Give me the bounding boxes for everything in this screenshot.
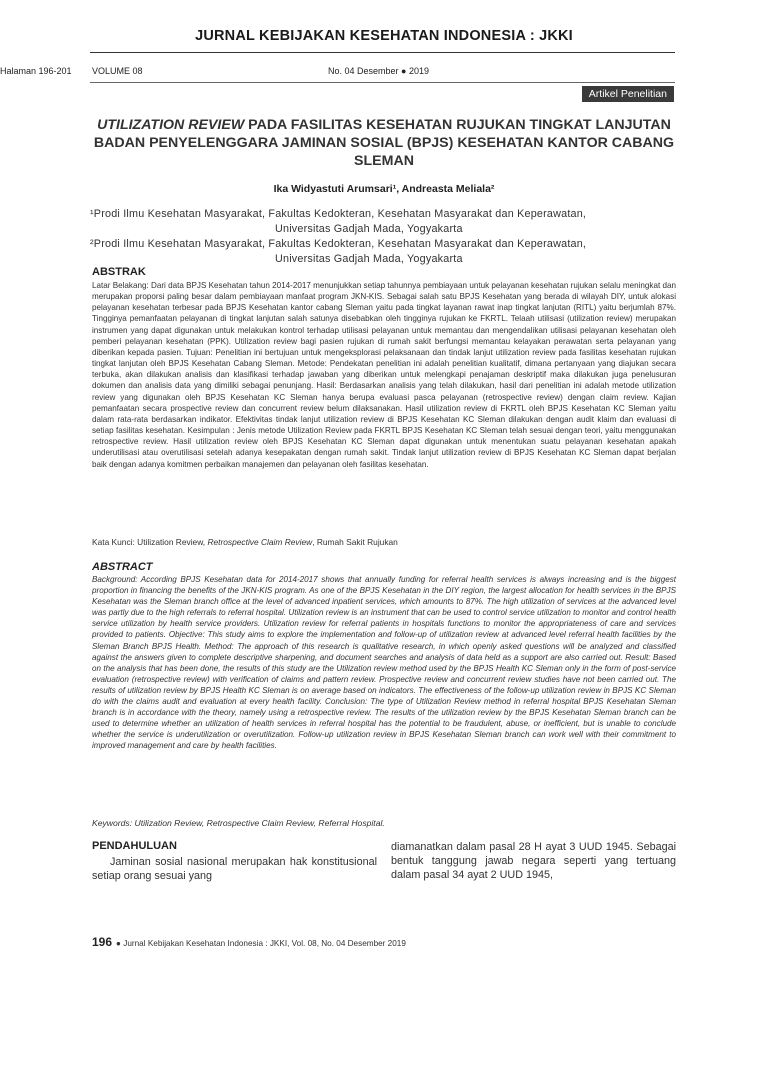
kata-kunci bbox=[92, 537, 398, 547]
article-type-badge: Artikel Penelitian bbox=[582, 86, 674, 102]
affiliation-1 bbox=[90, 207, 680, 237]
keywords: Keywords: Utilization Review, Retrospective Claim Review, Referral Hospital. bbox=[92, 818, 385, 828]
affiliation-1-line2: Universitas Gadjah Mada, Yogyakarta bbox=[275, 223, 463, 235]
authors: Ika Widyastuti Arumsari¹, Andreasta Meliala² bbox=[273, 183, 495, 195]
page-footer bbox=[92, 935, 406, 949]
body-column-right: diamanatkan dalam pasal 28 H ayat 3 UUD 1945. Sebagai bentuk tanggung jawab negara seperti yang tertuang dalam pasal 34 ayat 2 UUD 1945, bbox=[391, 841, 676, 881]
page-number: 196 bbox=[92, 935, 113, 949]
volume-label: VOLUME 08 bbox=[92, 66, 143, 76]
meta-rule bbox=[90, 82, 675, 83]
paper-title-rest: PADA FASILITAS KESEHATAN RUJUKAN TINGKAT LANJUTAN BADAN PENYELENGGARA JAMINAN SOSIAL (BPJS) KESEHATAN KANTOR CABANG SLEMAN bbox=[93, 117, 675, 169]
section-heading-pendahuluan: PENDAHULUAN bbox=[92, 840, 177, 852]
kata-kunci-part-b: Retrospective Claim Review bbox=[207, 537, 313, 547]
journal-title: JURNAL KEBIJAKAN KESEHATAN INDONESIA : JKKI bbox=[195, 28, 573, 44]
affiliation-2-line2: Universitas Gadjah Mada, Yogyakarta bbox=[275, 253, 463, 265]
page-range-label: Halaman 196-201 bbox=[0, 66, 72, 76]
abstrak-heading: ABSTRAK bbox=[92, 266, 146, 278]
issue-label: No. 04 Desember ● 2019 bbox=[328, 66, 429, 76]
abstrak-body: Latar Belakang: Dari data BPJS Kesehatan tahun 2014-2017 menunjukkan setiap tahunnya pembiayaan untuk pelayanan kesehatan rujukan selalu meningkat dan merupakan proporsi paling besar dalam pembiayaan manfaat program JKN-KIS. Sebagai salah satu BPJS Kesehatan yang berada di wilayah DIY, untuk alokasi pelayanan kesehatan terbesar pada BPJS Kesehatan kantor cabang Sleman yaitu pada tingkat layanan rawat inap tingkat lanjutan (RITL) yaitu berjumlah 87%. Tingginya pemanfaatan pelayanan di tingkat lanjutan salah satunya disebabkan oleh tingginya rujukan ke FKRTL. Telaah utilisasi (utilization review) merupakan instrumen yang dapat digunakan untuk melakukan kontrol terhadap utilisasi pelayanan untuk memantau dan mengendalikan utilisasi pelayanan kesehatan oleh pemberi pelayanan kesehatan (PPK). Utilization review bagi pasien rujukan di rumah sakit berfungsi memantau kelayakan perawatan serta pelayanan yang diberikan kepada pasien. Tujuan: Penelitian ini bertujuan untuk mengeksplorasi pelaksanaan dan tindak lanjut utilization review pada fasilitas kesehatan rujukan tingkat lanjutan oleh BPJS Kesehatan Cabang Sleman. Metode: Pendekatan penelitian ini adalah penelitian kualitatif, dimana pertanyaan yang diajukan secara terbuka, akan dilakukan analisis dan klasifikasi terhadap jawaban yang diberikan untuk melengkapi penajaman deskriptif maka dilakukan juga penelusuran dokumen dan analisis data yang dimiliki sebagai penunjang. Hasil: Berdasarkan analisis yang telah dilakukan, hasil dari penelitian ini adalah metode utilization review yang digunakan oleh BPJS Kesehatan KC Sleman hanya berupa evaluasi pasca pelayanan (retrospective review) dengan claim review. Kajian pemanfaatan secara prospective review dan concurrent review belum dilaksanakan. Hasil utilization review di FKRTL oleh BPJS Kesehatan KC Sleman yaitu dalam rata-rata berdasarkan indikator. Efektivitas tindak lanjut utilization review di BPJS Kesehatan KC Sleman dilakukan dengan audit klaim dan evaluasi di setiap fasilitas kesehatan. Kesimpulan : Jenis metode Utilization Review pada FKRTL BPJS Kesehatan KC Sleman telah sesuai dengan teori, yaitu menggunakan retrospective review. Hasil utilization review oleh BPJS Kesehatan KC Sleman dapat digunakan untuk menentukan suatu pelayanan kesehatan apakah underutilisasi atau overutilisasi setelah adanya kesepakatan dengan rumah sakit. Tindak lanjut utilization review di BPJS Kesehatan KC Sleman dapat berjalan baik dengan adanya komitmen perbaikan manajemen dan pelayanan oleh fasilitas kesehatan. bbox=[92, 281, 676, 469]
paper-title-italic: UTILIZATION REVIEW bbox=[97, 117, 245, 133]
abstract-body: Background: According BPJS Kesehatan data for 2014-2017 shows that annually funding for referral health services is always increasing and is the biggest proportion in financing the benefits of the JKN-KIS program. As one of the BPJS Kesehatan in the DIY region, the largest allocation for health services in the BPJS Kesehatan was the Sleman branch office at the level of advanced inpatient services, which amounts to 87%. The high utilization of services at the advanced level was partly due to the high referrals to referral hospital. Utilization review is an instrument that can be used to control service utilization to monitor and control health service utilization by health service providers. Utilization review for referral patients in hospitals functions to monitor the appropriateness of care and services provided to patients. Objective: This study aims to explore the implementation and follow-up of utilization review at advanced level referral health facilities by the Sleman Branch BPJS Health. Method: The approach of this research is qualitative research, in which openly asked questions will be analyzed and classified against the answers given to complete descriptive sharpening, and document searches and analysis of data held as a support are also carried out. Result: Based on the analysis that has been done, the results of this study are the Utilization review method used by the BPJS Health KC Sleman only in the form of post-service evaluation (retrospective review) with verification of claims and pattern review. Prospective review and concurrent review studies have not been carried out. The results of utilization review by BPJS Health KC Sleman is on average based on indicators. The effectiveness of the follow-up utilization review in BPJS KC Sleman do with the claims audit and evaluation at every health facility. Conclusion: The type of Utilization Review method in referral hospital BPJS Kesehatan Sleman branch is in accordance with the theory, namely using a retrospective review. The results of the utilization review by the BPJS Kesehatan Sleman branch can be used to determine whether an utilization of health services in referral hospital has the potential to be fraudulent, abuse, or inefficient, but is unable to conclude whether the service is underutilization or overutilization. Follow-up utilization review in BPJS Kesehatan Sleman branch can work well with their commitment to improved management and care by health facilities. bbox=[92, 575, 676, 751]
footer-citation: ● Jurnal Kebijakan Kesehatan Indonesia : JKKI, Vol. 08, No. 04 Desember 2019 bbox=[116, 939, 406, 948]
kata-kunci-part-a: : Utilization Review, bbox=[132, 537, 208, 547]
affiliation-2-line1: ²Prodi Ilmu Kesehatan Masyarakat, Fakultas Kedokteran, Kesehatan Masyarakat dan Keperawatan, bbox=[90, 238, 587, 250]
paper-title bbox=[70, 116, 698, 170]
body-column-left: Jaminan sosial nasional merupakan hak konstitusional setiap orang sesuai yang bbox=[92, 856, 377, 882]
abstract-heading: ABSTRACT bbox=[92, 561, 153, 573]
affiliation-1-line1: ¹Prodi Ilmu Kesehatan Masyarakat, Fakultas Kedokteran, Kesehatan Masyarakat dan Keperawatan, bbox=[90, 208, 587, 220]
kata-kunci-part-c: , Rumah Sakit Rujukan bbox=[312, 537, 398, 547]
header-rule bbox=[90, 52, 675, 53]
affiliation-2 bbox=[90, 237, 680, 267]
kata-kunci-label: Kata Kunci bbox=[92, 537, 133, 547]
